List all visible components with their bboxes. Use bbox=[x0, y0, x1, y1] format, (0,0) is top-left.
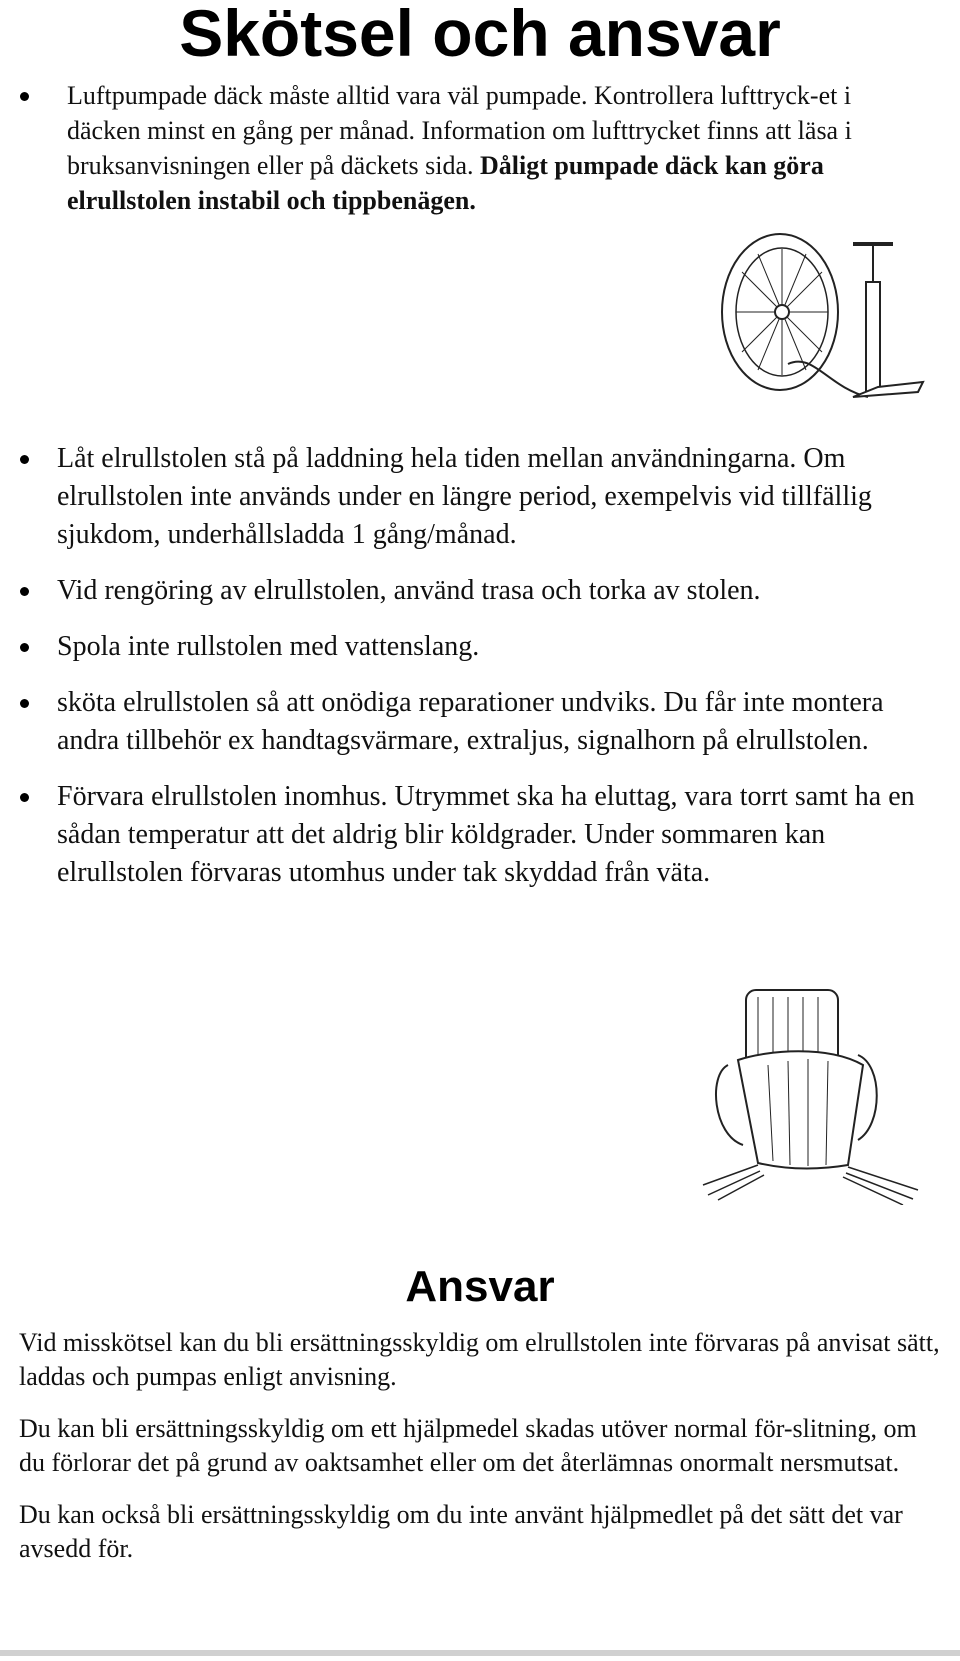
list-item bbox=[0, 628, 960, 666]
list-item-text: Låt elrullstolen stå på laddning hela tiden mellan användningarna. Om elrullstolen inte används under en längre period, exempelvis vid tillfällig sjukdom, underhållsladda 1 gång/månad. bbox=[57, 443, 872, 550]
list-item bbox=[0, 78, 960, 218]
list-item bbox=[0, 778, 960, 892]
ansvar-body bbox=[19, 1326, 944, 1584]
bullet-icon bbox=[20, 793, 29, 802]
wheel-hub bbox=[775, 305, 789, 319]
care-list-general bbox=[0, 440, 960, 910]
list-item bbox=[0, 572, 960, 610]
scarf-fringe-right bbox=[843, 1167, 918, 1205]
section-heading-ansvar: Ansvar bbox=[405, 1262, 555, 1311]
list-item bbox=[0, 440, 960, 554]
seat-armrest-left bbox=[716, 1065, 743, 1145]
paragraph: Du kan bli ersättningsskyldig om ett hjälpmedel skadas utöver normal för-slitning, om du förlorar det på grund av oaktsamhet eller om det återlämnas onormalt nersmutsat. bbox=[19, 1414, 917, 1477]
seat-with-scarf-illustration bbox=[698, 985, 933, 1205]
bullet-icon bbox=[20, 643, 29, 652]
bullet-icon bbox=[20, 699, 29, 708]
list-item-text: Luftpumpade däck måste alltid vara väl pumpade. Kontrollera lufttryck-et i däcken minst en gång per månad. Information om lufttrycket finns att läsa i bruksanvisningen eller på däckets sida. bbox=[67, 81, 852, 180]
list-item-text: Vid rengöring av elrullstolen, använd trasa och torka av stolen. bbox=[57, 575, 761, 606]
pump-hose bbox=[788, 362, 868, 397]
bullet-icon bbox=[20, 92, 29, 101]
list-item-warning: Dåligt pumpade däck kan göra elrullstolen instabil och tippbenägen. bbox=[67, 151, 824, 215]
list-item bbox=[0, 684, 960, 760]
paragraph: Vid misskötsel kan du bli ersättningsskyldig om elrullstolen inte förvaras på anvisat sätt, laddas och pumpas enligt anvisning. bbox=[19, 1328, 940, 1391]
bullet-icon bbox=[20, 587, 29, 596]
pump-foot bbox=[853, 382, 923, 397]
scarf bbox=[738, 1051, 863, 1168]
wheel-and-pump-illustration bbox=[718, 232, 933, 417]
list-item-text: sköta elrullstolen så att onödiga reparationer undviks. Du får inte montera andra tillbehör ex handtagsvärmare, extraljus, signalhorn på elrullstolen. bbox=[57, 687, 884, 756]
list-item-text: Förvara elrullstolen inomhus. Utrymmet ska ha eluttag, vara torrt samt ha en sådan temperatur att det aldrig blir köldgrader. Under sommaren kan elrullstolen förvaras utomhus under tak skyddad från väta. bbox=[57, 781, 915, 888]
paragraph: Du kan också bli ersättningsskyldig om du inte använt hjälpmedlet på det sätt det var avsedd för. bbox=[19, 1500, 903, 1563]
care-list-tires bbox=[0, 78, 960, 218]
footer-divider bbox=[0, 1650, 960, 1656]
list-item-text: Spola inte rullstolen med vattenslang. bbox=[57, 631, 480, 662]
pump-barrel bbox=[866, 282, 880, 392]
bullet-icon bbox=[20, 455, 29, 464]
page-title: Skötsel och ansvar bbox=[179, 0, 781, 70]
scarf-fringe-left bbox=[703, 1165, 764, 1200]
